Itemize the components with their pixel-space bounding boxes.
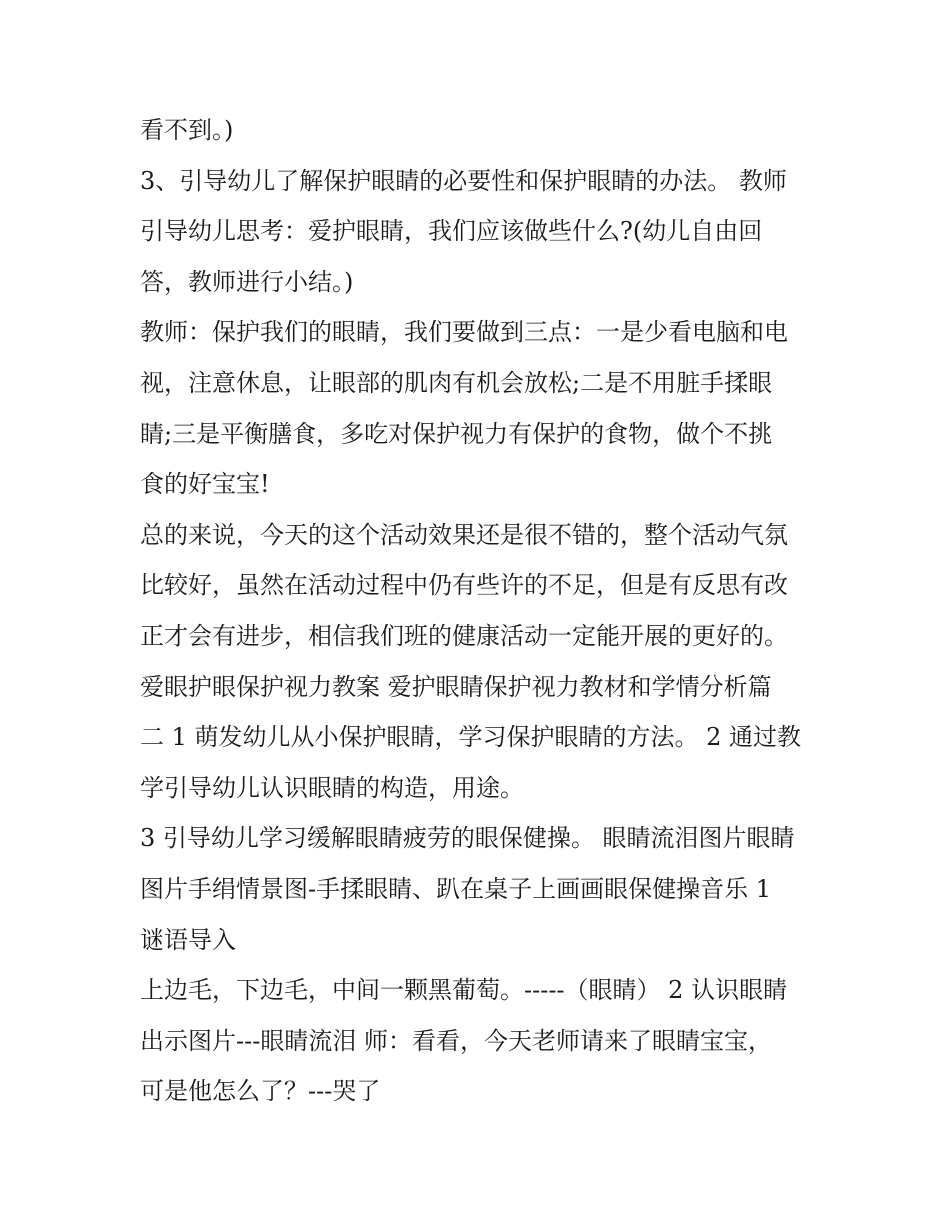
text-line: 学引导幼儿认识眼睛的构造，用途。 (140, 774, 524, 802)
text-line: 答，教师进行小结。) (140, 268, 354, 296)
text-line: 视，注意休息，让眼部的肌肉有机会放松;二是不用脏手揉眼 (140, 369, 773, 397)
text-line: 可是他怎么了？---哭了 (140, 1077, 381, 1105)
text-line: 看不到。) (140, 116, 234, 144)
text-line: 二 1 萌发幼儿从小保护眼睛，学习保护眼睛的方法。 2 通过教 (140, 723, 802, 751)
text-line: 爱眼护眼保护视力教案 爱护眼睛保护视力教材和学情分析篇 (140, 673, 772, 701)
text-line: 引导幼儿思考：爱护眼睛，我们应该做些什么?(幼儿自由回 (140, 217, 763, 245)
text-line: 3、引导幼儿了解保护眼睛的必要性和保护眼睛的办法。 教师 (140, 167, 787, 195)
text-line: 3 引导幼儿学习缓解眼睛疲劳的眼保健操。 眼睛流泪图片眼睛 (140, 824, 795, 852)
text-line: 谜语导入 (140, 926, 236, 954)
text-line: 正才会有进步，相信我们班的健康活动一定能开展的更好的。 (140, 622, 788, 650)
text-line: 总的来说，今天的这个活动效果还是很不错的，整个活动气氛 (140, 521, 788, 549)
text-line: 教师：保护我们的眼睛，我们要做到三点：一是少看电脑和电 (140, 318, 788, 346)
text-line: 睛;三是平衡膳食，多吃对保护视力有保护的食物，做个不挑 (140, 420, 773, 448)
text-line: 上边毛，下边毛，中间一颗黑葡萄。-----（眼睛） 2 认识眼睛 (140, 976, 788, 1004)
text-line: 出示图片---眼睛流泪 师：看看，今天老师请来了眼睛宝宝， (140, 1027, 772, 1055)
text-line: 食的好宝宝! (140, 470, 270, 498)
text-line: 比较好，虽然在活动过程中仍有些许的不足，但是有反思有改 (140, 571, 788, 599)
text-line: 图片手绢情景图-手揉眼睛、趴在桌子上画画眼保健操音乐 1 (140, 875, 772, 903)
